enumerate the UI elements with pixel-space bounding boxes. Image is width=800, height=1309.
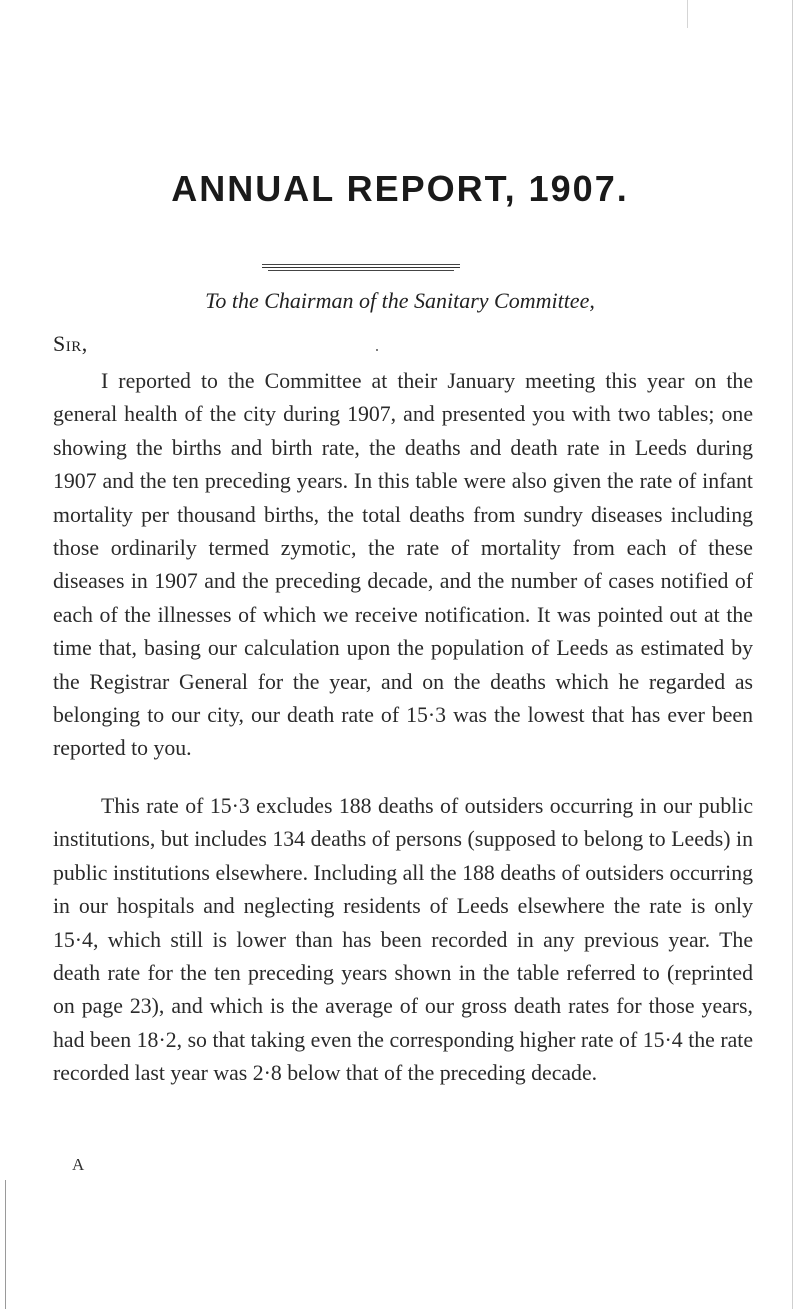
report-title: ANNUAL REPORT, 1907. bbox=[171, 168, 629, 209]
body-paragraph-2: This rate of 15·3 excludes 188 deaths of outsiders occurring in our public institutions, but includes 134 deaths of persons (supposed to belong to Leeds) in public institutions elsewhere. Including all the 188 deaths of outsiders occurring in our hospitals and neglecting residents of Leeds elsewhere the rate is only 15·4, which still is lower than has been recorded in any previous year. The death rate for the ten preceding years shown in the table referred to (reprinted on page 23), and which is the average of our gross death rates for those years, had been 18·2, so that taking even the corresponding higher rate of 15·4 the rate recorded last year was 2·8 below that of the preceding decade. bbox=[53, 794, 753, 1086]
page-edge-mark bbox=[687, 0, 688, 28]
title-rule-top bbox=[262, 264, 460, 265]
body-paragraph-1: I reported to the Committee at their January meeting this year on the general health of the city during 1907, and presented you with two tables; one showing the births and birth rate, the deaths and death rate in Leeds during 1907 and the ten preceding years. In this table were also given the rate of infant mortality per thousand births, the total deaths from sundry diseases including those ordinarily termed zymotic, the rate of mortality from each of these diseases in 1907 and the preceding decade, and the number of cases notified of each of the illnesses of which we receive notification. It was pointed out at the time that, basing our calculation upon the population of Leeds as estimated by the Registrar General for the year, and on the deaths which he regarded as belonging to our city, our death rate of 15·3 was the lowest that has ever been reported to you. bbox=[53, 369, 753, 761]
title-rule-middle bbox=[262, 267, 460, 268]
page-right-edge bbox=[792, 0, 793, 1309]
addressee-line: To the Chairman of the Sanitary Committee, bbox=[205, 288, 595, 313]
signature-mark: A bbox=[72, 1155, 85, 1174]
stray-dot bbox=[376, 349, 378, 351]
salutation: Sir, bbox=[53, 331, 88, 356]
title-rule-bottom bbox=[268, 270, 454, 271]
binding-edge-line bbox=[5, 1180, 6, 1309]
